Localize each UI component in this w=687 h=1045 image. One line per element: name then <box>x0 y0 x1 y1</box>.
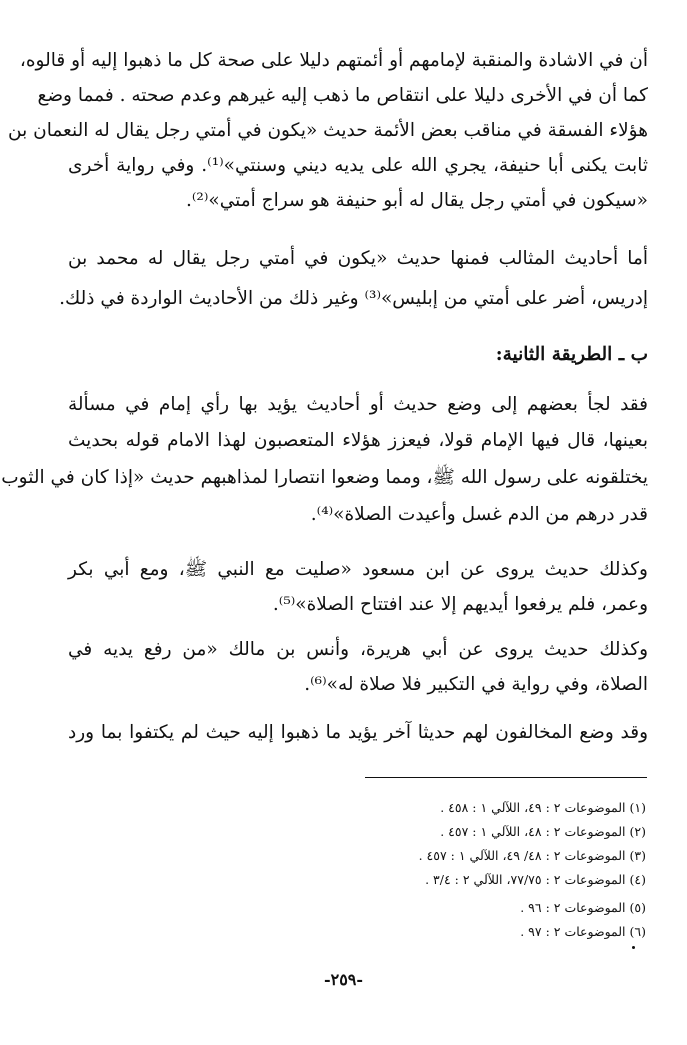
body-line-11: يختلقونه على رسول الله ﷺ، ومما وضعوا انتصارا لمذاهبهم حديث «إذا كان في الثوب <box>1 467 648 488</box>
body-line-16: الصلاة، وفي رواية في التكبير فلا صلاة له»⁽⁶⁾. <box>304 674 648 695</box>
footnote-separator <box>365 777 647 778</box>
footnote-3: (٣) الموضوعات ٢ : ٤٨/ ٤٩، اللآلي ١ : ٤٥٧ . <box>418 848 646 863</box>
body-line-17: وقد وضع المخالفون لهم حديثا آخر يؤيد ما ذهبوا إليه حيث لم يكتفوا بما ورد <box>68 722 648 743</box>
footnote-2: (٢) الموضوعات ٢ : ٤٨، اللآلي ١ : ٤٥٧ . <box>440 824 646 839</box>
footnote-5: (٥) الموضوعات ٢ : ٩٦ . <box>520 900 646 915</box>
body-line-7: إدريس، أضر على أمتي من إبليس»⁽³⁾ وغير ذلك من الأحاديث الواردة في ذلك. <box>59 288 648 309</box>
body-line-9: فقد لجأ بعضهم إلى وضع حديث أو أحاديث يؤيد بها رأي إمام في مسألة <box>68 394 648 415</box>
body-line-13: وكذلك حديث يروى عن ابن مسعود «صليت مع النبي ﷺ، ومع أبي بكر <box>68 559 648 580</box>
body-line-14: وعمر، فلم يرفعوا أيديهم إلا عند افتتاح الصلاة»⁽⁵⁾. <box>272 594 648 615</box>
body-line-2: كما أن في الأخرى دليلا على انتقاص ما ذهب إليه غيرهم وعدم صحته . فمما وضع <box>37 85 648 106</box>
section-heading: ب ـ الطريقة الثانية: <box>495 344 648 365</box>
body-line-5: «سيكون في أمتي رجل يقال له أبو حنيفة هو سراج أمتي»⁽²⁾. <box>185 190 648 211</box>
footnote-6: (٦) الموضوعات ٢ : ٩٧ . <box>520 924 646 939</box>
ink-dot <box>632 946 635 949</box>
body-line-1: أن في الاشادة والمنقبة لإمامهم أو أئمتهم دليلا على صحة كل ما ذهبوا إليه أو قالوه، <box>19 50 648 71</box>
body-line-12: قدر درهم من الدم غسل وأعيدت الصلاة»⁽⁴⁾. <box>310 504 648 525</box>
body-line-15: وكذلك حديث يروى عن أبي هريرة، وأنس بن مالك «من رفع يديه في <box>68 639 648 660</box>
footnote-4: (٤) الموضوعات ٢ : ٧٧/٧٥، اللآلي ٢ : ٣/٤ . <box>425 872 646 887</box>
body-line-6: أما أحاديث المثالب فمنها حديث «يكون في أمتي رجل يقال له محمد بن <box>68 248 648 269</box>
body-line-3: هؤلاء الفسقة في مناقب بعض الأئمة حديث «يكون في أمتي رجل يقال له النعمان بن <box>8 120 648 141</box>
page-number: -٢٥٩- <box>323 970 364 989</box>
body-line-10: بعينها، قال فيها الإمام قولا، فيعزز هؤلاء المتعصبون لهذا الامام قوله بحديث <box>68 430 648 451</box>
body-line-4: ثابت يكنى أبا حنيفة، يجري الله على يديه ديني وسنتي»⁽¹⁾. وفي رواية أخرى <box>68 155 648 176</box>
footnote-1: (١) الموضوعات ٢ : ٤٩، اللآلي ١ : ٤٥٨ . <box>440 800 646 815</box>
